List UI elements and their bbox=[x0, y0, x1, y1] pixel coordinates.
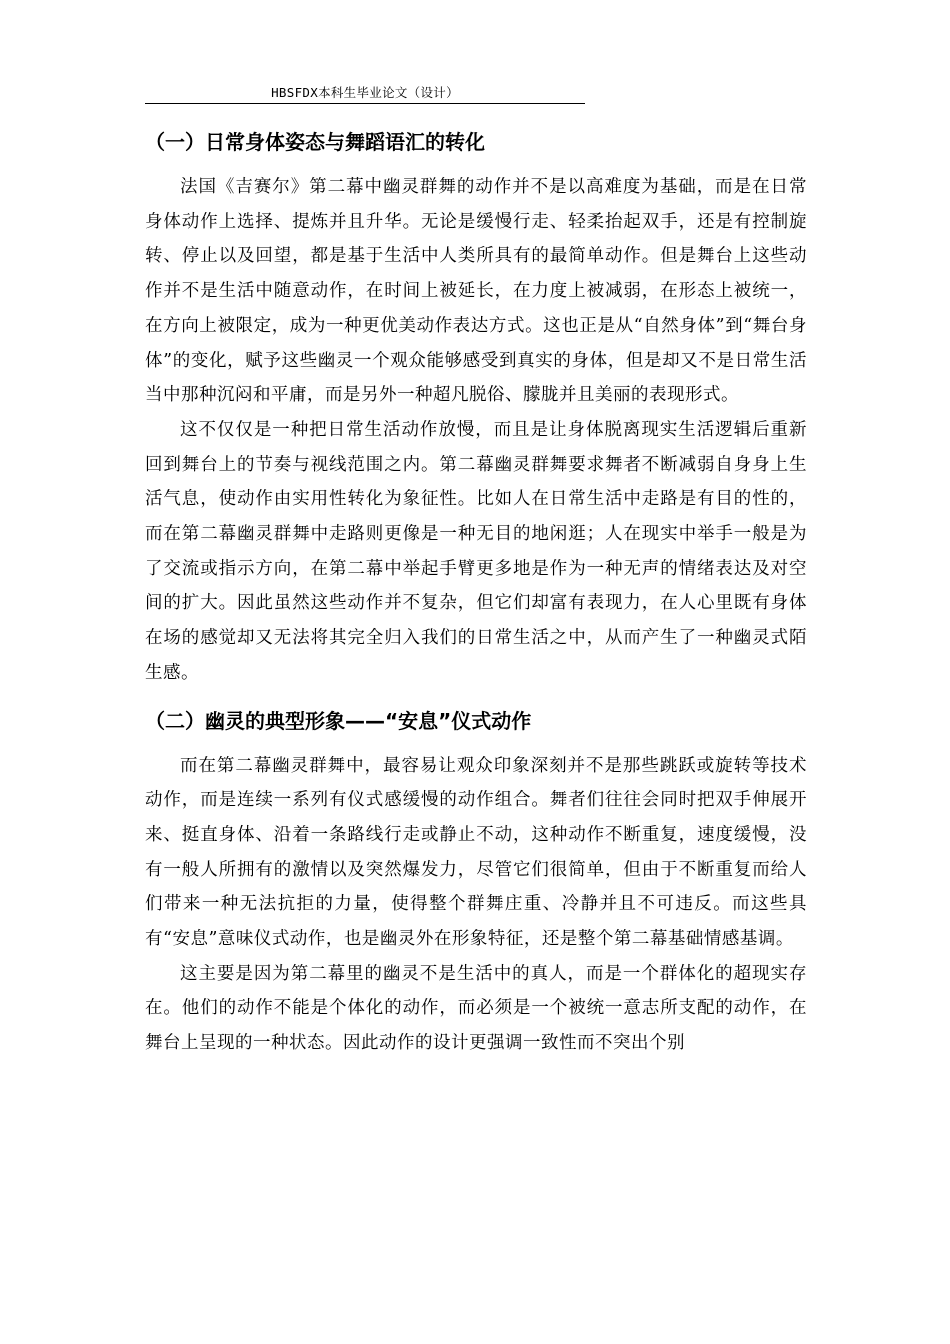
section-heading-2: （二）幽灵的典型形象——“安息”仪式动作 bbox=[145, 708, 532, 733]
running-header: HBSFDX本科生毕业论文（设计） bbox=[271, 85, 459, 100]
section-1-paragraph-2: 这不仅仅是一种把日常生活动作放慢，而且是让身体脱离现实生活逻辑后重新回到舞台上的节奏与视线范围之内。第二幕幽灵群舞要求舞者不断减弱自身身上生活气息，使动作由实用性转化为象征性。比如人在日常生活中走路是有目的性的，而在第二幕幽灵群舞中走路则更像是一种无目的地闲逛；人在现实中举手一般是为了交流或指示方向，在第二幕中举起手臂更多地是作为一种无声的情绪表达及对空间的扩大。因此虽然这些动作并不复杂，但它们却富有表现力，在人心里既有身体在场的感觉却又无法将其完全归入我们的日常生活之中，从而产生了一种幽灵式陌生感。 bbox=[145, 419, 807, 683]
body-content bbox=[145, 118, 807, 1061]
section-2-paragraph-2: 这主要是因为第二幕里的幽灵不是生活中的真人，而是一个群体化的超现实存在。他们的动作不能是个体化的动作，而必须是一个被统一意志所支配的动作，在舞台上呈现的一种状态。因此动作的设计更强调一致性而不突出个别 bbox=[145, 963, 807, 1054]
section-2-paragraph-1: 而在第二幕幽灵群舞中，最容易让观众印象深刻并不是那些跳跃或旋转等技术动作，而是连续一系列有仪式感缓慢的动作组合。舞者们往往会同时把双手伸展开来、挺直身体、沿着一条路线行走或静止不动，这种动作不断重复，速度缓慢，没有一般人所拥有的激情以及突然爆发力，尽管它们很简单，但由于不断重复而给人们带来一种无法抗拒的力量，使得整个群舞庄重、冷静并且不可违反。而这些具有“安息”意味仪式动作，也是幽灵外在形象特征，还是整个第二幕基础情感基调。 bbox=[145, 755, 807, 950]
header-rule bbox=[145, 103, 585, 104]
section-1-paragraph-1: 法国《吉赛尔》第二幕中幽灵群舞的动作并不是以高难度为基础，而是在日常身体动作上选择、提炼并且升华。无论是缓慢行走、轻柔抬起双手，还是有控制旋转、停止以及回望，都是基于生活中人类所具有的最简单动作。但是舞台上这些动作并不是生活中随意动作，在时间上被延长，在力度上被减弱，在形态上被统一，在方向上被限定，成为一种更优美动作表达方式。这也正是从“自然身体”到“舞台身体”的变化，赋予这些幽灵一个观众能够感受到真实的身体，但是却又不是日常生活当中那种沉闷和平庸，而是另外一种超凡脱俗、朦胧并且美丽的表现形式。 bbox=[145, 177, 807, 406]
section-heading-1: （一）日常身体姿态与舞蹈语汇的转化 bbox=[145, 130, 485, 154]
